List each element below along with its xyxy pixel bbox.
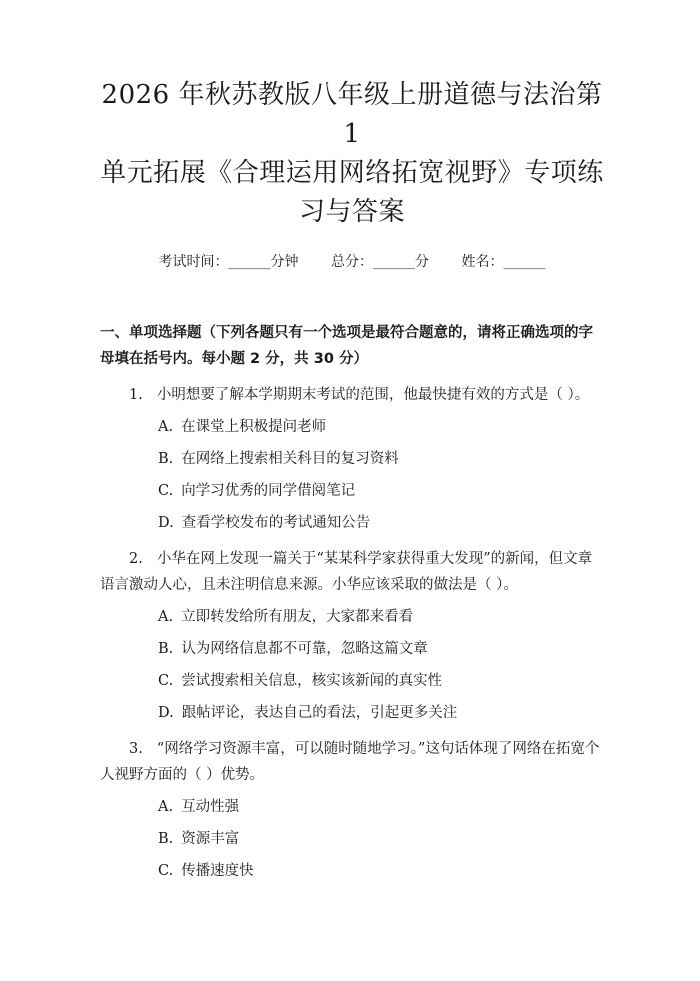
- title-line-1: 2026 年秋苏教版八年级上册道德与法治第 1: [101, 80, 603, 149]
- question: [100, 382, 604, 536]
- option-letter: C.: [158, 863, 174, 879]
- option-list: [100, 604, 604, 726]
- option-item: [100, 478, 604, 504]
- title-line-2: 单元拓展《合理运用网络拓宽视野》专项练: [100, 158, 604, 188]
- option-item: [100, 794, 604, 820]
- option-text: 尝试搜索相关信息，核实该新闻的真实性: [181, 673, 443, 689]
- option-list: [100, 414, 604, 536]
- option-text: 在课堂上积极提问老师: [181, 419, 327, 435]
- option-item: [100, 858, 604, 884]
- option-text: 在网络上搜索相关科目的复习资料: [181, 451, 399, 467]
- option-text: 查看学校发布的考试通知公告: [181, 515, 371, 531]
- option-letter: B.: [158, 451, 174, 467]
- option-item: [100, 414, 604, 440]
- question-number: 3.: [129, 741, 143, 757]
- option-letter: C.: [158, 483, 174, 499]
- question-stem: [100, 382, 604, 408]
- option-text: 互动性强: [181, 799, 240, 815]
- exam-meta: [100, 252, 604, 272]
- question-number: 2.: [129, 551, 143, 567]
- title-line-3: 习与答案: [298, 197, 405, 227]
- question: [100, 736, 604, 884]
- question-stem: [100, 736, 604, 788]
- name-field: 姓名：______: [461, 254, 546, 270]
- question-text: 小华在网上发现一篇关于“某某科学家获得重大发现”的新闻，但文章语言激动人心，且未注明信息来源。小华应该采取的做法是（ ）。: [100, 551, 593, 593]
- exam-time-field: 考试时间：______分钟: [158, 254, 299, 270]
- document-title: [100, 76, 604, 232]
- option-item: [100, 604, 604, 630]
- option-text: 跟帖评论，表达自己的看法，引起更多关注: [181, 705, 458, 721]
- option-text: 传播速度快: [181, 863, 254, 879]
- option-letter: B.: [158, 641, 174, 657]
- option-letter: D.: [158, 705, 174, 721]
- document-page: [0, 76, 700, 981]
- option-letter: D.: [158, 515, 174, 531]
- option-letter: A.: [158, 609, 174, 625]
- option-letter: A.: [158, 799, 174, 815]
- question-text: 小明想要了解本学期期末考试的范围，他最快捷有效的方式是（ ）。: [156, 387, 590, 403]
- total-score-field: 总分：______分: [331, 254, 429, 270]
- option-item: [100, 446, 604, 472]
- option-item: [100, 826, 604, 852]
- question: [100, 546, 604, 726]
- option-item: [100, 636, 604, 662]
- option-item: [100, 700, 604, 726]
- option-list: [100, 794, 604, 884]
- option-text: 资源丰富: [181, 831, 240, 847]
- option-text: 立即转发给所有朋友，大家都来看看: [181, 609, 414, 625]
- question-list: [100, 382, 604, 884]
- option-text: 认为网络信息都不可靠，忽略这篇文章: [181, 641, 428, 657]
- option-item: [100, 510, 604, 536]
- option-text: 向学习优秀的同学借阅笔记: [181, 483, 356, 499]
- section-heading: 一、单项选择题（下列各题只有一个选项是最符合题意的，请将正确选项的字母填在括号内。每小题 2 分，共 30 分）: [100, 325, 593, 367]
- question-stem: [100, 546, 604, 598]
- option-letter: A.: [158, 419, 174, 435]
- option-letter: C.: [158, 673, 174, 689]
- question-number: 1.: [129, 387, 143, 403]
- option-letter: B.: [158, 831, 174, 847]
- question-text: “网络学习资源丰富，可以随时随地学习。”这句话体现了网络在拓宽个人视野方面的（ ）优势。: [100, 741, 600, 783]
- option-item: [100, 668, 604, 694]
